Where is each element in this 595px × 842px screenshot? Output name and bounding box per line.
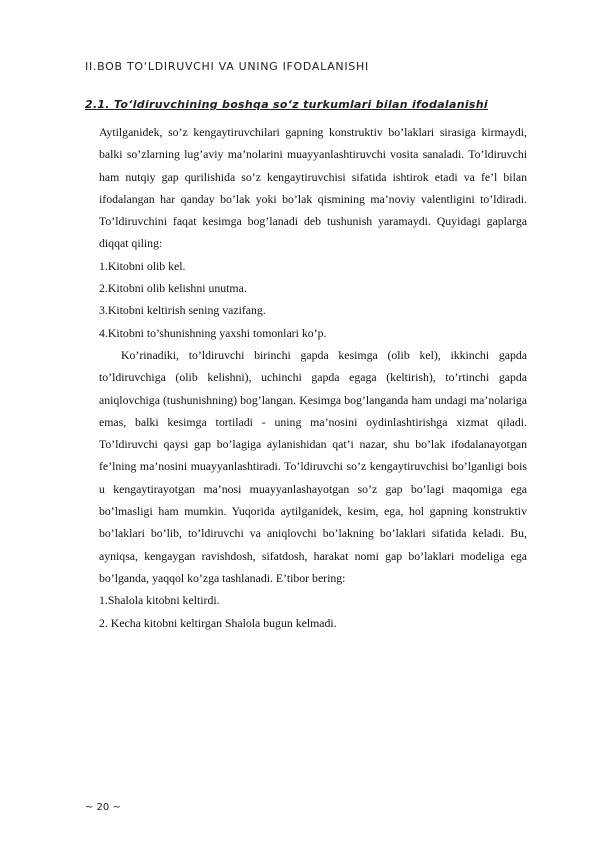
subsection-title: 2.1. To‘ldiruvchining boshqa so‘z turkumlari bilan ifodalanishi	[85, 98, 488, 111]
list-item: 4.Kitobni to’shunishning yaxshi tomonlari ko’p.	[99, 325, 327, 340]
paragraph-analysis: Ko’rinadiki, to’ldiruvchi birinchi gapda kesimga (olib kel), ikkinchi gapda to’ldiruvchiga (olib kelishni), uchinchi gapda egaga (keltirish), to’rtinchi gapda aniqlovchiga (tushunishning) bog’langan. Kesimga bog’langanda ham undagi ma’nolariga emas, balki kesimga tortiladi - uning ma’nosini oydinlashtirishga xizmat qiladi. To’ldiruvchi qaysi gap bo’lagiga aylanishidan qat’i nazar, shu bo’lak ifodalanayotgan fe’lning ma’nosini muayyanlashtiradi. To’ldiruvchi so’z kengaytiruvchisi bo’lganligi bois u kengaytirayotgan ma’nosi muayyanlashayotgan so’z gap bo’lagi maqomiga ega bo’lmasligi ham mumkin. Yuqorida aytilganidek, kesim, ega, hol gapning konstruktiv bo’laklari bo’lib, to’ldiruvchi va aniqlovchi bo’lakning bo’laklari sifatida keladi. Bu, ayniqsa, kengaygan ravishdosh, sifatdosh, harakat nomi gap bo’laklari modeliga ega bo’lganda, yaqqol ko’zga tashlanadi. E’tibor bering:	[99, 347, 527, 585]
paragraph-intro: Aytilganidek, so’z kengaytiruvchilari gapning konstruktiv bo’laklari sirasiga kirmaydi, balki so’zlarning lug’aviy ma’nolarini muayyanlashtiruvchi vosita sanaladi. To’ldiruvchi ham nutqiy gap qurilishida so’z kengaytiruvchisi sifatida ishtirok etadi va fe’l bilan ifodalangan har qanday bo’lak yoki bo’lak qismining ma’noviy valentligini to’ldiradi. To’ldiruvchini faqat kesimga bog’lanadi deb tushunish yaramaydi. Quyidagi gaplarga diqqat qiling:	[99, 125, 527, 251]
list-item: 2.Kitobni olib kelishni unutma.	[99, 281, 247, 296]
list-item: 1.Kitobni olib kel.	[99, 258, 186, 273]
list-item: 3.Kitobni keltirish sening vazifang.	[99, 303, 266, 318]
list-item: 2. Kecha kitobni keltirgan Shalola bugun kelmadi.	[99, 615, 337, 630]
document-body	[99, 121, 527, 634]
section-title: II.BOB TO‘LDIRUVCHI VA UNING IFODALANISHI	[85, 60, 369, 73]
list-item: 1.Shalola kitobni keltirdi.	[99, 593, 220, 608]
page-number: ~ 20 ~	[85, 802, 121, 813]
